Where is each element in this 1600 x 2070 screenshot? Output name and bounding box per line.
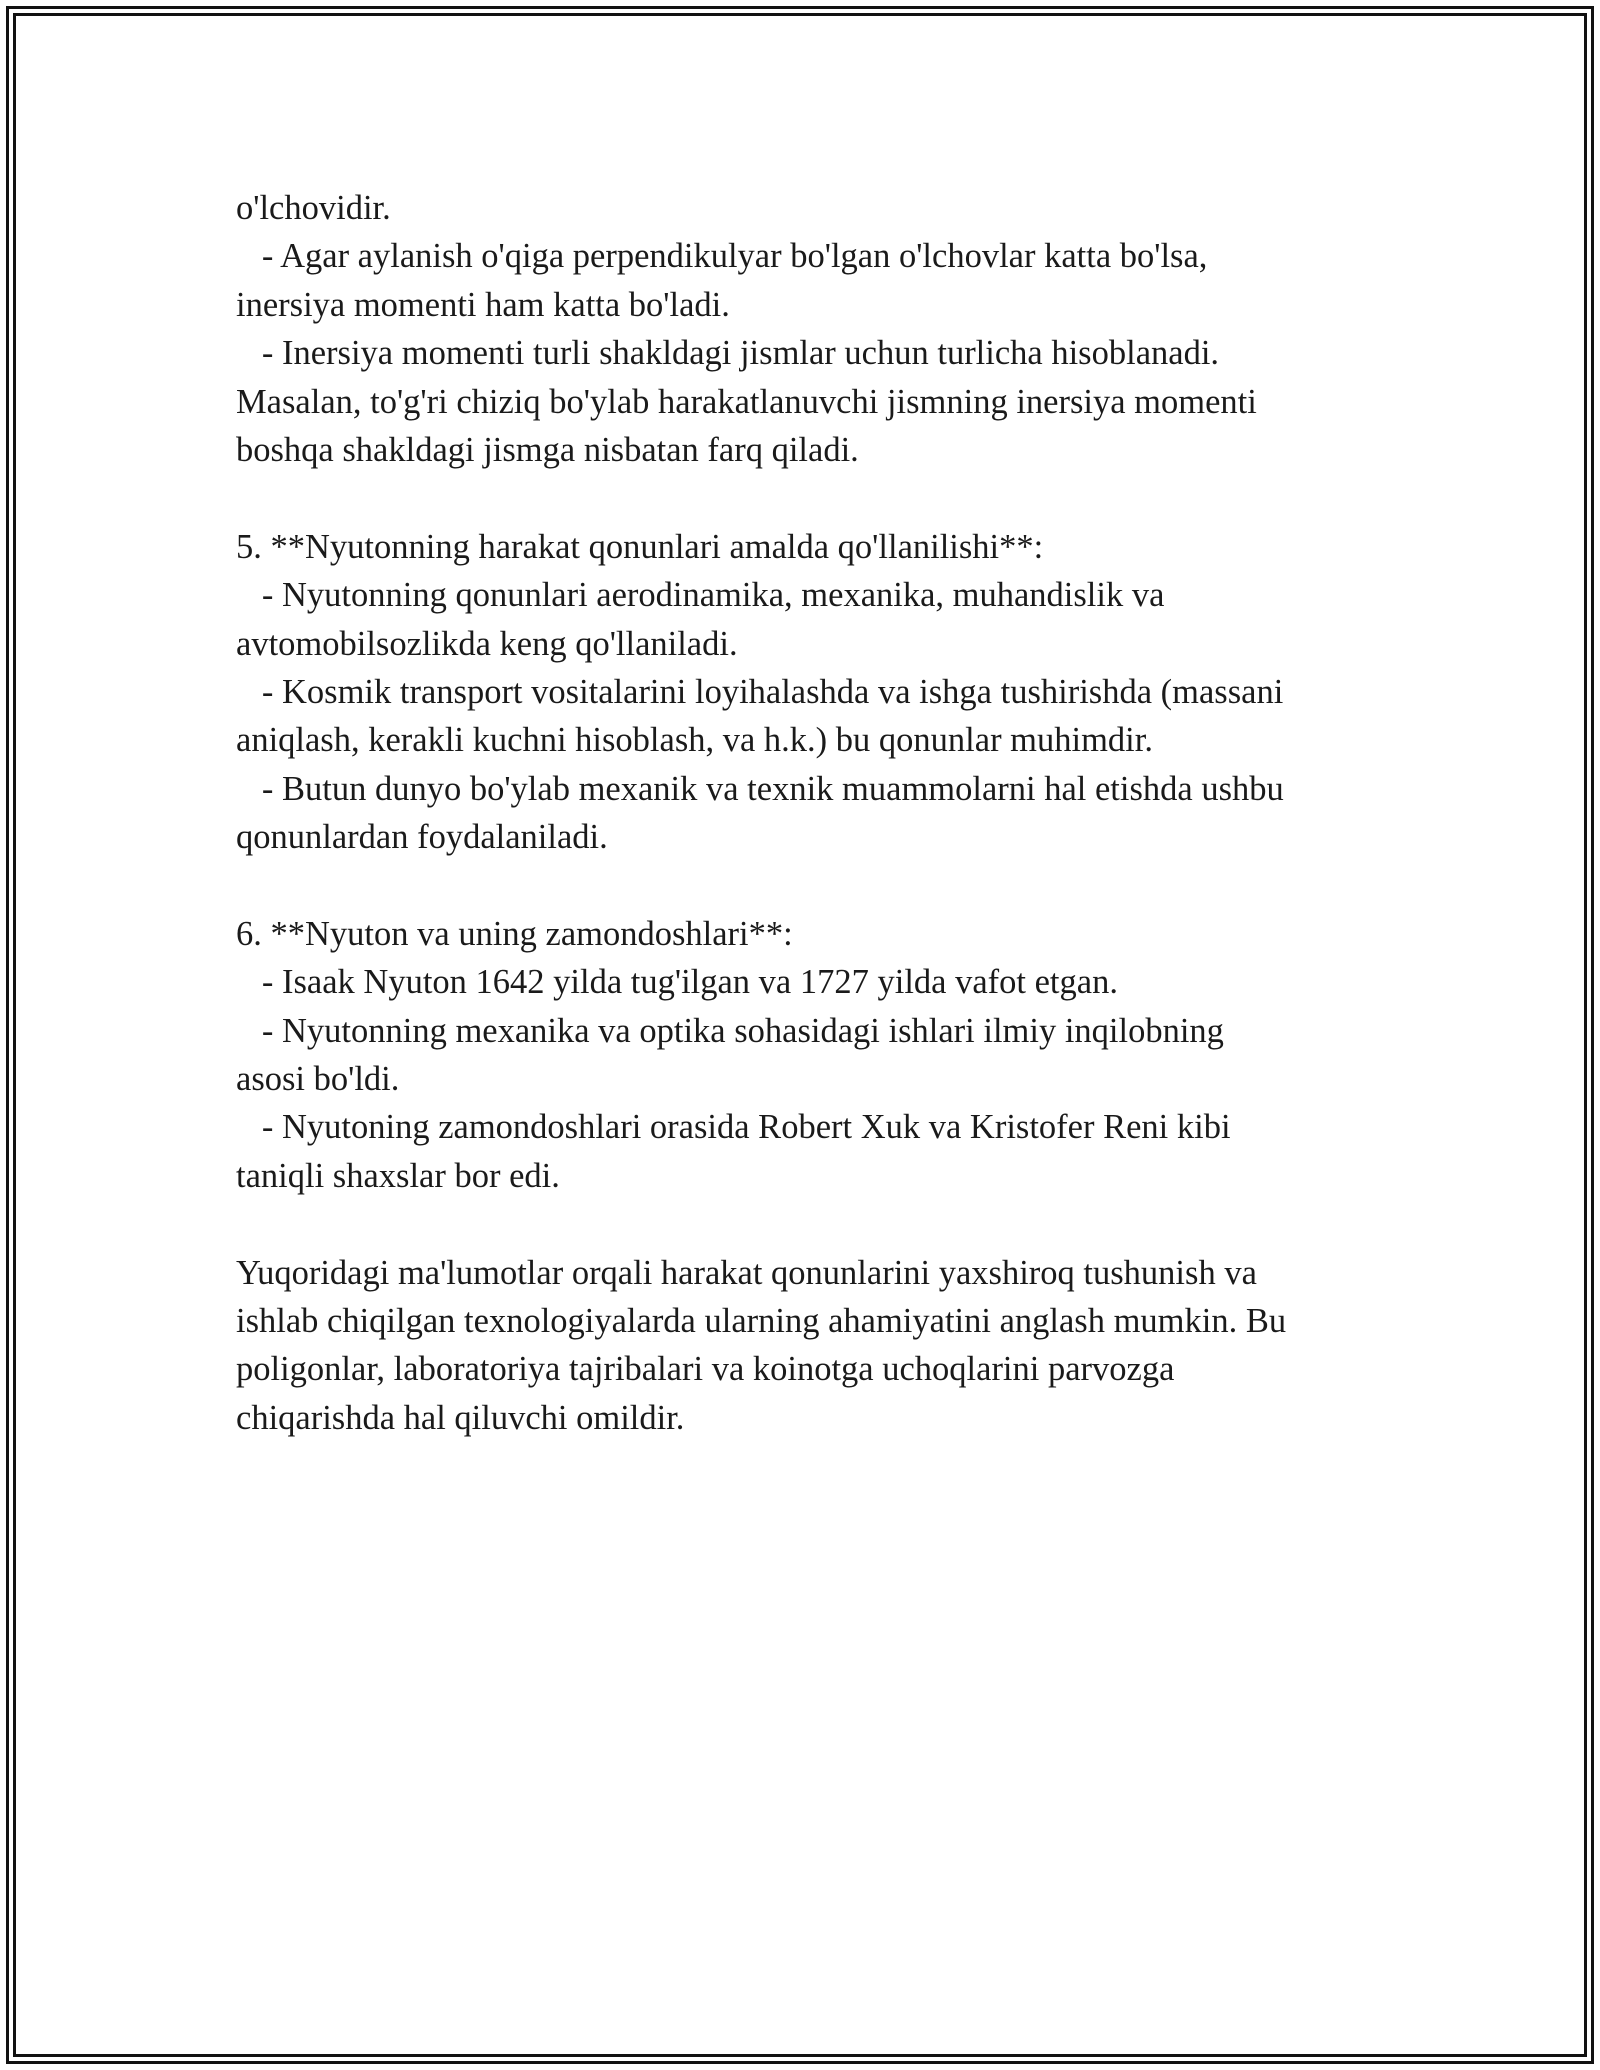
text-line: avtomobilsozlikda keng qo'llaniladi. <box>236 624 738 663</box>
document-body <box>236 184 1386 1442</box>
continuation-block <box>236 184 1386 474</box>
text-line: - Nyutonning mexanika va optika sohasidagi ishlari ilmiy inqilobning <box>236 1011 1224 1050</box>
text-line: - Nyutoning zamondoshlari orasida Robert Xuk va Kristofer Reni kibi <box>236 1108 1231 1147</box>
text-line: - Nyutonning qonunlari aerodinamika, mexanika, muhandislik va <box>236 576 1165 615</box>
paragraph-spacer <box>236 861 1386 909</box>
text-line: - Butun dunyo bo'ylab mexanik va texnik muammolarni hal etishda ushbu <box>236 769 1284 808</box>
text-line: asosi bo'ldi. <box>236 1060 400 1099</box>
text-line: Masalan, to'g'ri chiziq bo'ylab harakatlanuvchi jismning inersiya momenti <box>236 382 1257 421</box>
text-line: taniqli shaxslar bor edi. <box>236 1156 560 1195</box>
text-line: inersiya momenti ham katta bo'ladi. <box>236 285 730 324</box>
section-heading: 6. **Nyuton va uning zamondoshlari**: <box>236 914 793 953</box>
conclusion-block <box>236 1249 1386 1443</box>
text-line: chiqarishda hal qiluvchi omildir. <box>236 1398 685 1437</box>
text-line: - Isaak Nyuton 1642 yilda tug'ilgan va 1727 yilda vafot etgan. <box>236 963 1118 1002</box>
paragraph-spacer <box>236 474 1386 522</box>
section-heading: 5. **Nyutonning harakat qonunlari amalda qo'llanilishi**: <box>236 527 1044 566</box>
text-line: boshqa shakldagi jismga nisbatan farq qiladi. <box>236 430 859 469</box>
text-line: qonunlardan foydalaniladi. <box>236 818 608 857</box>
text-line: - Kosmik transport vositalarini loyihalashda va ishga tushirishda (massani <box>236 672 1284 711</box>
text-line: - Inersiya momenti turli shakldagi jismlar uchun turlicha hisoblanadi. <box>236 334 1220 373</box>
text-line: - Agar aylanish o'qiga perpendikulyar bo'lgan o'lchovlar katta bo'lsa, <box>236 237 1208 276</box>
text-line: poligonlar, laboratoriya tajribalari va koinotga uchoqlarini parvozga <box>236 1350 1175 1389</box>
paragraph-spacer <box>236 1200 1386 1248</box>
text-line: aniqlash, kerakli kuchni hisoblash, va h.k.) bu qonunlar muhimdir. <box>236 721 1153 760</box>
section-6-block <box>236 910 1386 1200</box>
section-5-block <box>236 523 1386 862</box>
text-line: o'lchovidir. <box>236 189 391 227</box>
text-line: Yuqoridagi ma'lumotlar orqali harakat qonunlarini yaxshiroq tushunish va <box>236 1253 1257 1292</box>
text-line: ishlab chiqilgan texnologiyalarda ularning ahamiyatini anglash mumkin. Bu <box>236 1301 1287 1340</box>
